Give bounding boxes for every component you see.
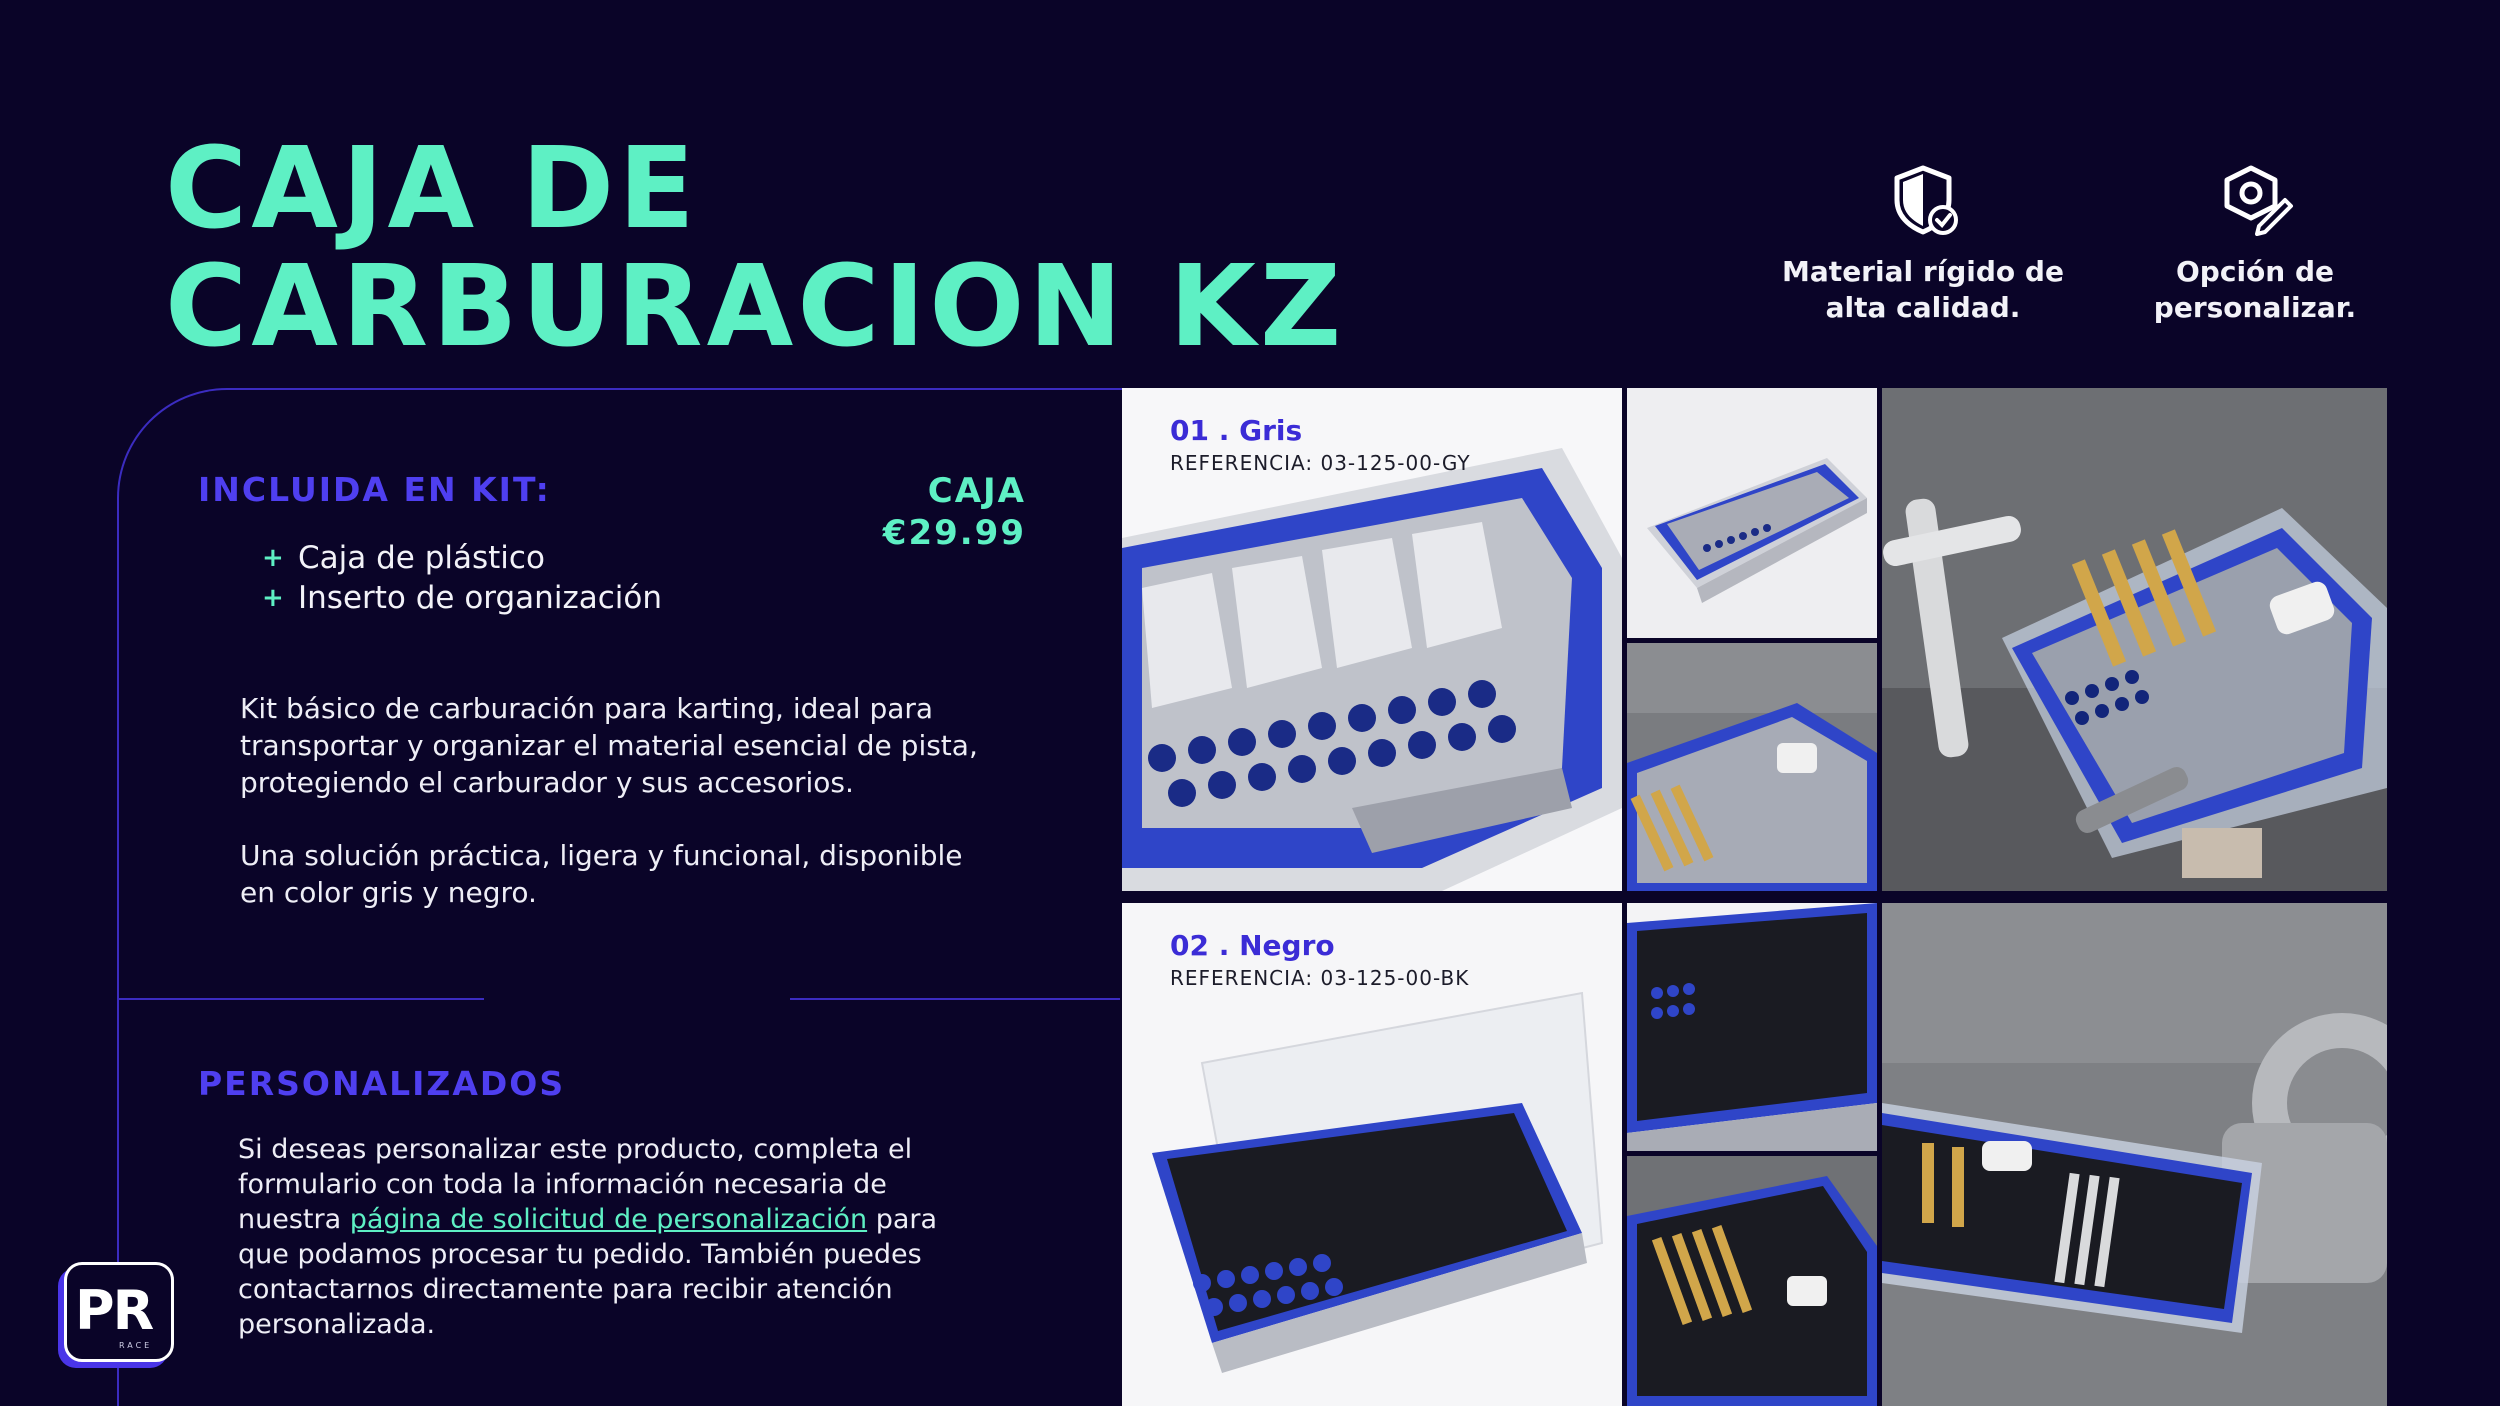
feature-custom-text: Opción de personalizar.: [2153, 255, 2357, 324]
plus-icon: +: [262, 583, 284, 613]
product-image-negro-closeup[interactable]: [1627, 903, 1877, 1151]
plus-icon: +: [262, 543, 284, 573]
personalizados-text: Si deseas personalizar este producto, completa el formulario con toda la información necesaria de nuestra página de solicitud de personalización para que podamos procesar tu pedido. También puedes contactarnos directamente para recibir atención personalizada.: [238, 1134, 938, 1340]
customization-request-link[interactable]: página de solicitud de personalización: [349, 1204, 868, 1235]
page-title: [165, 124, 1346, 372]
product-image-negro-main[interactable]: [1122, 903, 1622, 1406]
product-image-gris-top[interactable]: [1627, 388, 1877, 638]
product-image-gris-table[interactable]: [1627, 643, 1877, 891]
title-line-1: CAJA DE: [165, 124, 699, 254]
description-paragraph-2: Una solución práctica, ligera y funcional, disponible en color gris y negro.: [240, 839, 963, 909]
title-line-2: CARBURACION KZ: [165, 242, 1346, 372]
price-value: €29.99: [882, 513, 1026, 553]
description-paragraph-1: Kit básico de carburación para karting, ideal para transportar y organizar el material esencial de pista, protegiendo el carburador y sus accesorios.: [240, 692, 978, 799]
shield-check-icon: [1883, 160, 1963, 240]
product-image-gris-lifestyle[interactable]: [1882, 388, 2387, 891]
kit-items-list: [262, 538, 662, 618]
divider-left: [117, 998, 484, 1000]
personalizados-heading: PERSONALIZADOS: [198, 1064, 566, 1103]
divider-right: [790, 998, 1120, 1000]
product-description: [240, 690, 1000, 947]
gear-pencil-icon: [2215, 160, 2295, 240]
variant-label-gris: 01 . Gris REFERENCIA: 03-125-00-GY: [1170, 414, 1471, 475]
variant-label-negro: 02 . Negro REFERENCIA: 03-125-00-BK: [1170, 929, 1470, 990]
list-item: + Inserto de organización: [262, 580, 662, 616]
product-image-negro-tools[interactable]: [1627, 1156, 1877, 1406]
product-image-negro-lifestyle[interactable]: [1882, 903, 2387, 1406]
list-item: + Caja de plástico: [262, 540, 545, 576]
feature-custom: [2095, 160, 2415, 326]
kit-heading: INCLUIDA EN KIT:: [198, 470, 551, 509]
pr-race-logo: PR RACE: [64, 1262, 174, 1362]
price-block: [860, 470, 1026, 554]
price-label: CAJA: [927, 471, 1026, 511]
product-image-gris-main[interactable]: [1122, 388, 1622, 891]
feature-material: [1763, 160, 2083, 326]
feature-material-text: Material rígido de alta calidad.: [1782, 255, 2064, 324]
